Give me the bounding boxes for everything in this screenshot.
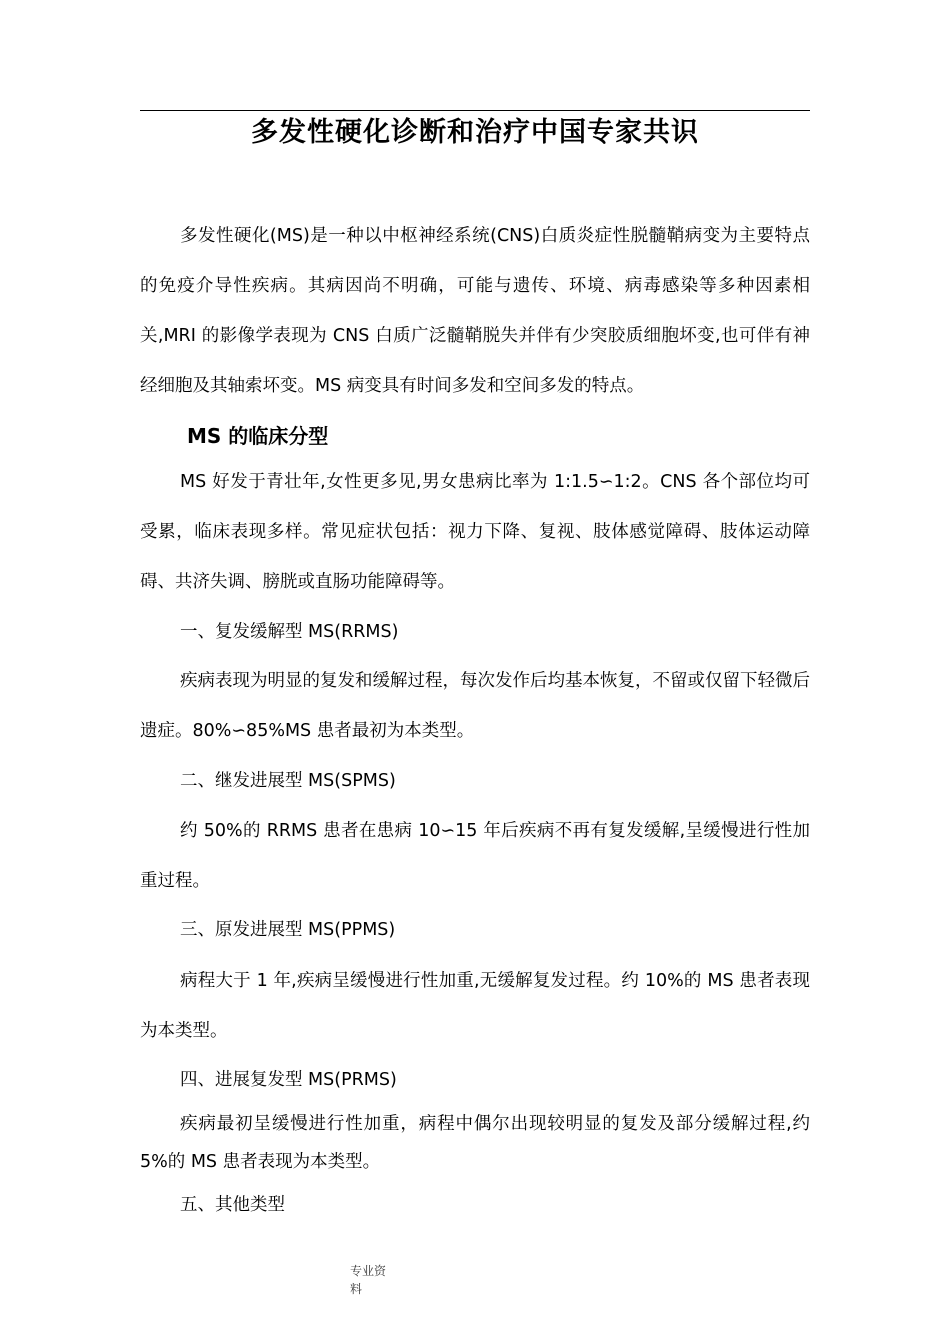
type-heading-rrms: 一、复发缓解型 MS(RRMS) bbox=[180, 622, 399, 642]
intro-paragraph: 多发性硬化(MS)是一种以中枢神经系统(CNS)白质炎症性脱髓鞘病变为主要特点的免疫介导性疾病。其病因尚不明确，可能与遗传、环境、病毒感染等多种因素相关,MRI 的影像学表现为 CNS 白质广泛髓鞘脱失并伴有少突胶质细胞坏变,也可伴有神经细胞及其轴索坏变。MS 病变具有时间多发和空间多发的特点。 bbox=[140, 226, 810, 396]
type-text-prms: 疾病最初呈缓慢进行性加重，病程中偶尔出现较明显的复发及部分缓解过程,约 5%的 MS 患者表现为本类型。 bbox=[140, 1114, 810, 1172]
section-intro-paragraph: MS 好发于青壮年,女性更多见,男女患病比率为 1:1.5∽1:2。CNS 各个部位均可受累，临床表现多样。常见症状包括：视力下降、复视、肢体感觉障碍、肢体运动障碍、共济失调、膀胱或直肠功能障碍等。 bbox=[140, 472, 810, 592]
type-heading-other: 五、其他类型 bbox=[180, 1195, 285, 1215]
type-text-spms: 约 50%的 RRMS 患者在患病 10∽15 年后疾病不再有复发缓解,呈缓慢进行性加重过程。 bbox=[140, 821, 810, 891]
type-text-rrms: 疾病表现为明显的复发和缓解过程，每次发作后均基本恢复，不留或仅留下轻微后遗症。80%∽85%MS 患者最初为本类型。 bbox=[140, 671, 810, 741]
type-heading-prms: 四、进展复发型 MS(PRMS) bbox=[180, 1070, 397, 1090]
type-text-ppms: 病程大于 1 年,疾病呈缓慢进行性加重,无缓解复发过程。约 10%的 MS 患者表现为本类型。 bbox=[140, 971, 810, 1041]
header-rule bbox=[140, 110, 810, 111]
type-heading-spms: 二、继发进展型 MS(SPMS) bbox=[180, 771, 396, 791]
page-title: 多发性硬化诊断和治疗中国专家共识 bbox=[251, 117, 699, 148]
page-footer: 专业资料 bbox=[350, 1264, 387, 1296]
section-heading: MS 的临床分型 bbox=[187, 424, 329, 448]
type-heading-ppms: 三、原发进展型 MS(PPMS) bbox=[180, 920, 396, 940]
